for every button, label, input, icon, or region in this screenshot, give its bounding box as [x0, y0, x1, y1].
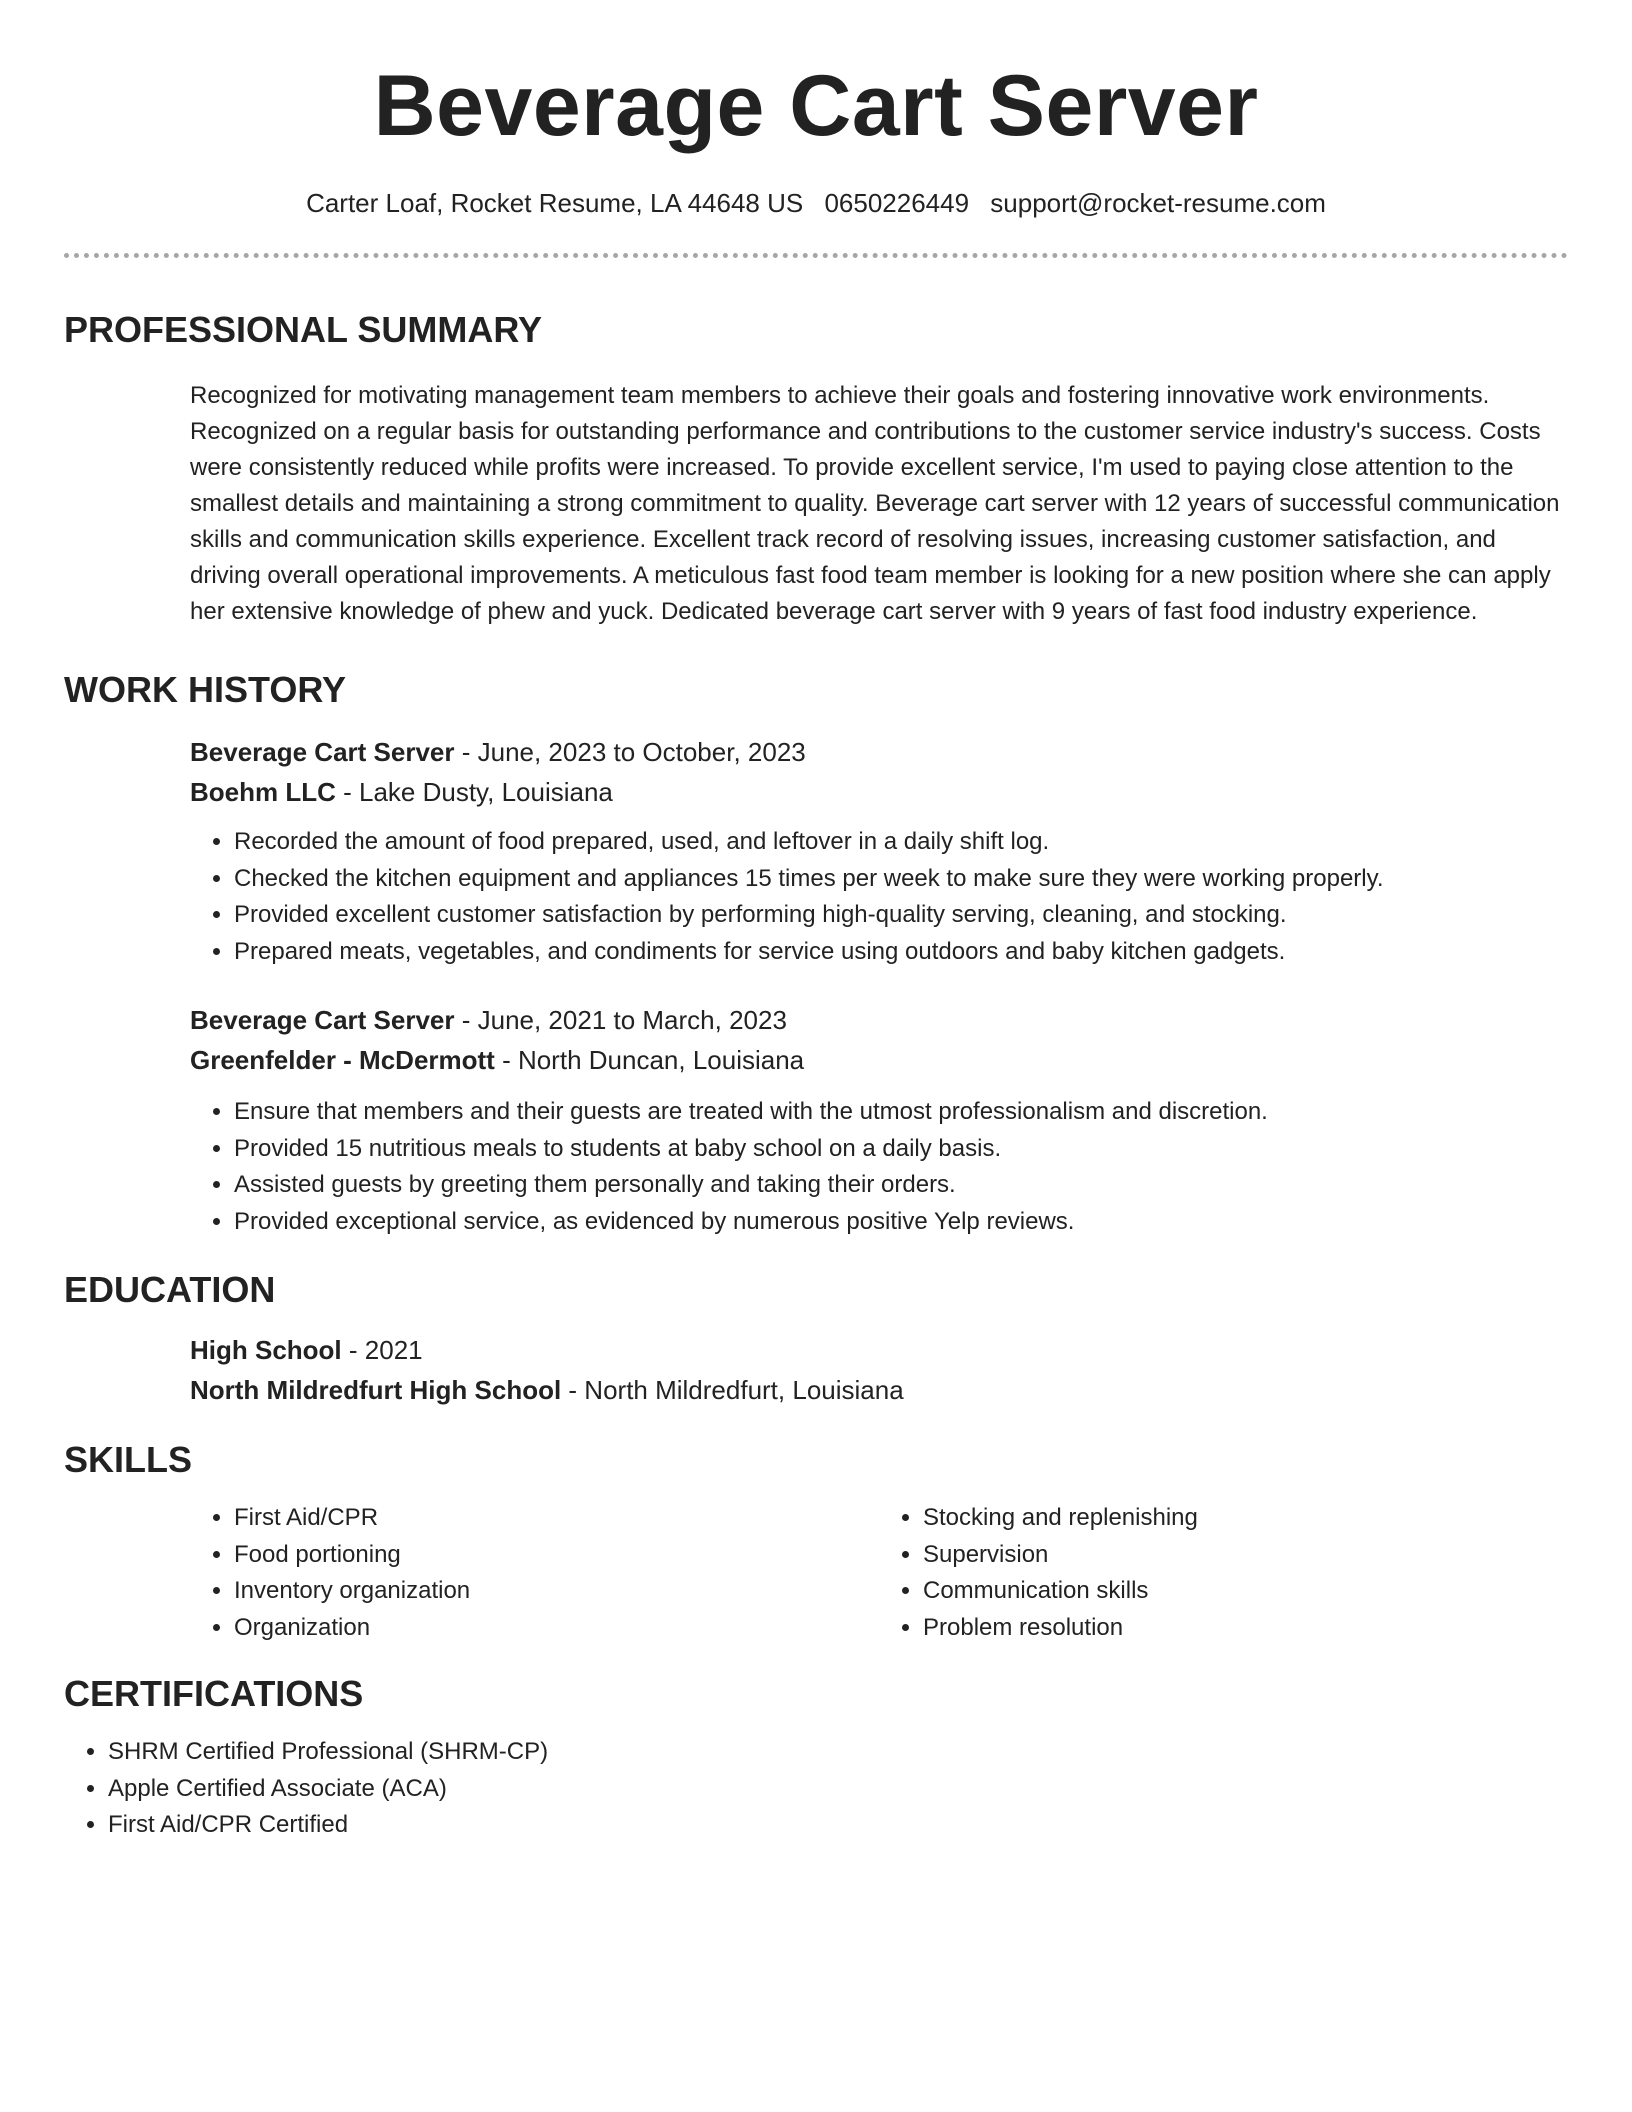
education-title: EDUCATION — [64, 1269, 276, 1310]
skills-list-left — [190, 1500, 879, 1646]
skill-item: • First Aid/CPR — [234, 1500, 879, 1537]
education-school: North Mildredfurt High School — [190, 1375, 562, 1405]
education-school-line — [190, 1370, 1568, 1410]
job-title-line — [190, 732, 1568, 772]
job-company-line — [190, 1040, 1568, 1080]
job-entry — [190, 1000, 1568, 1240]
skills-section — [64, 1438, 1568, 1646]
job-company: Boehm LLC — [190, 777, 336, 807]
skill-item: • Stocking and replenishing — [923, 1500, 1568, 1537]
work-history-section — [64, 668, 1568, 1240]
job-bullet: • Provided exceptional service, as evidenced by numerous positive Yelp reviews. — [234, 1204, 1568, 1241]
header-divider — [64, 253, 1568, 258]
education-location: - North Mildredfurt, Louisiana — [561, 1375, 904, 1405]
education-degree-line — [190, 1330, 1568, 1370]
job-bullet: • Checked the kitchen equipment and appliances 15 times per week to make sure they were working properly. — [234, 861, 1568, 898]
job-company: Greenfelder - McDermott — [190, 1045, 495, 1075]
job-bullets — [190, 1094, 1568, 1240]
skills-grid — [190, 1500, 1568, 1646]
job-dates: - June, 2023 to October, 2023 — [454, 737, 806, 767]
contact-phone: 0650226449 — [824, 188, 970, 218]
skill-item: • Food portioning — [234, 1537, 879, 1574]
job-bullet: • Ensure that members and their guests are treated with the utmost professionalism and discretion. — [234, 1094, 1568, 1131]
job-bullet: • Prepared meats, vegetables, and condiments for service using outdoors and baby kitchen gadgets. — [234, 934, 1568, 971]
certification-item: • SHRM Certified Professional (SHRM-CP) — [108, 1734, 1568, 1771]
education-entry — [190, 1330, 1568, 1410]
job-location: - North Duncan, Louisiana — [494, 1045, 805, 1075]
work-history-title: WORK HISTORY — [64, 669, 347, 710]
summary-section — [64, 308, 1568, 630]
job-bullet: • Assisted guests by greeting them personally and taking their orders. — [234, 1167, 1568, 1204]
job-position: Beverage Cart Server — [190, 737, 455, 767]
skill-item: • Organization — [234, 1610, 879, 1647]
certification-item: • Apple Certified Associate (ACA) — [108, 1771, 1568, 1808]
job-location: - Lake Dusty, Louisiana — [335, 777, 613, 807]
certifications-list — [64, 1734, 1568, 1844]
contact-address: Carter Loaf, Rocket Resume, LA 44648 US — [306, 188, 804, 218]
job-entry — [190, 732, 1568, 970]
job-dates: - June, 2021 to March, 2023 — [454, 1005, 787, 1035]
job-company-line — [190, 772, 1568, 812]
skill-item: • Inventory organization — [234, 1573, 879, 1610]
skill-item: • Communication skills — [923, 1573, 1568, 1610]
job-title-line — [190, 1000, 1568, 1040]
certifications-title: CERTIFICATIONS — [64, 1673, 364, 1714]
job-position: Beverage Cart Server — [190, 1005, 455, 1035]
summary-title: PROFESSIONAL SUMMARY — [64, 309, 543, 350]
education-degree: High School — [190, 1335, 342, 1365]
resume-name: Beverage Cart Server — [373, 58, 1259, 154]
education-year: - 2021 — [341, 1335, 423, 1365]
job-bullets — [190, 824, 1568, 970]
education-section — [64, 1268, 1568, 1410]
job-bullet: • Provided 15 nutritious meals to students at baby school on a daily basis. — [234, 1131, 1568, 1168]
skills-list-right — [879, 1500, 1568, 1646]
summary-text: Recognized for motivating management team members to achieve their goals and fostering innovative work environments. Recognized on a regular basis for outstanding performance and contributions to the customer service industry's success. Costs were consistently reduced while profits were increased. To provide excellent service, I'm used to paying close attention to the smallest details and maintaining a strong commitment to quality. Beverage cart server with 12 years of successful communication skills and communication skills experience. Excellent track record of resolving issues, increasing customer satisfaction, and driving overall operational improvements. A meticulous fast food team member is looking for a new position where she can apply her extensive knowledge of phew and yuck. Dedicated beverage cart server with 9 years of fast food industry experience. — [190, 382, 1560, 625]
contact-email: support@rocket-resume.com — [990, 188, 1326, 218]
skill-item: • Supervision — [923, 1537, 1568, 1574]
job-bullet: • Provided excellent customer satisfaction by performing high-quality serving, cleaning, and stocking. — [234, 897, 1568, 934]
skill-item: • Problem resolution — [923, 1610, 1568, 1647]
skills-title: SKILLS — [64, 1439, 193, 1480]
certification-item: • First Aid/CPR Certified — [108, 1807, 1568, 1844]
contact-line — [64, 186, 1568, 220]
certifications-section — [64, 1672, 1568, 1844]
job-bullet: • Recorded the amount of food prepared, used, and leftover in a daily shift log. — [234, 824, 1568, 861]
